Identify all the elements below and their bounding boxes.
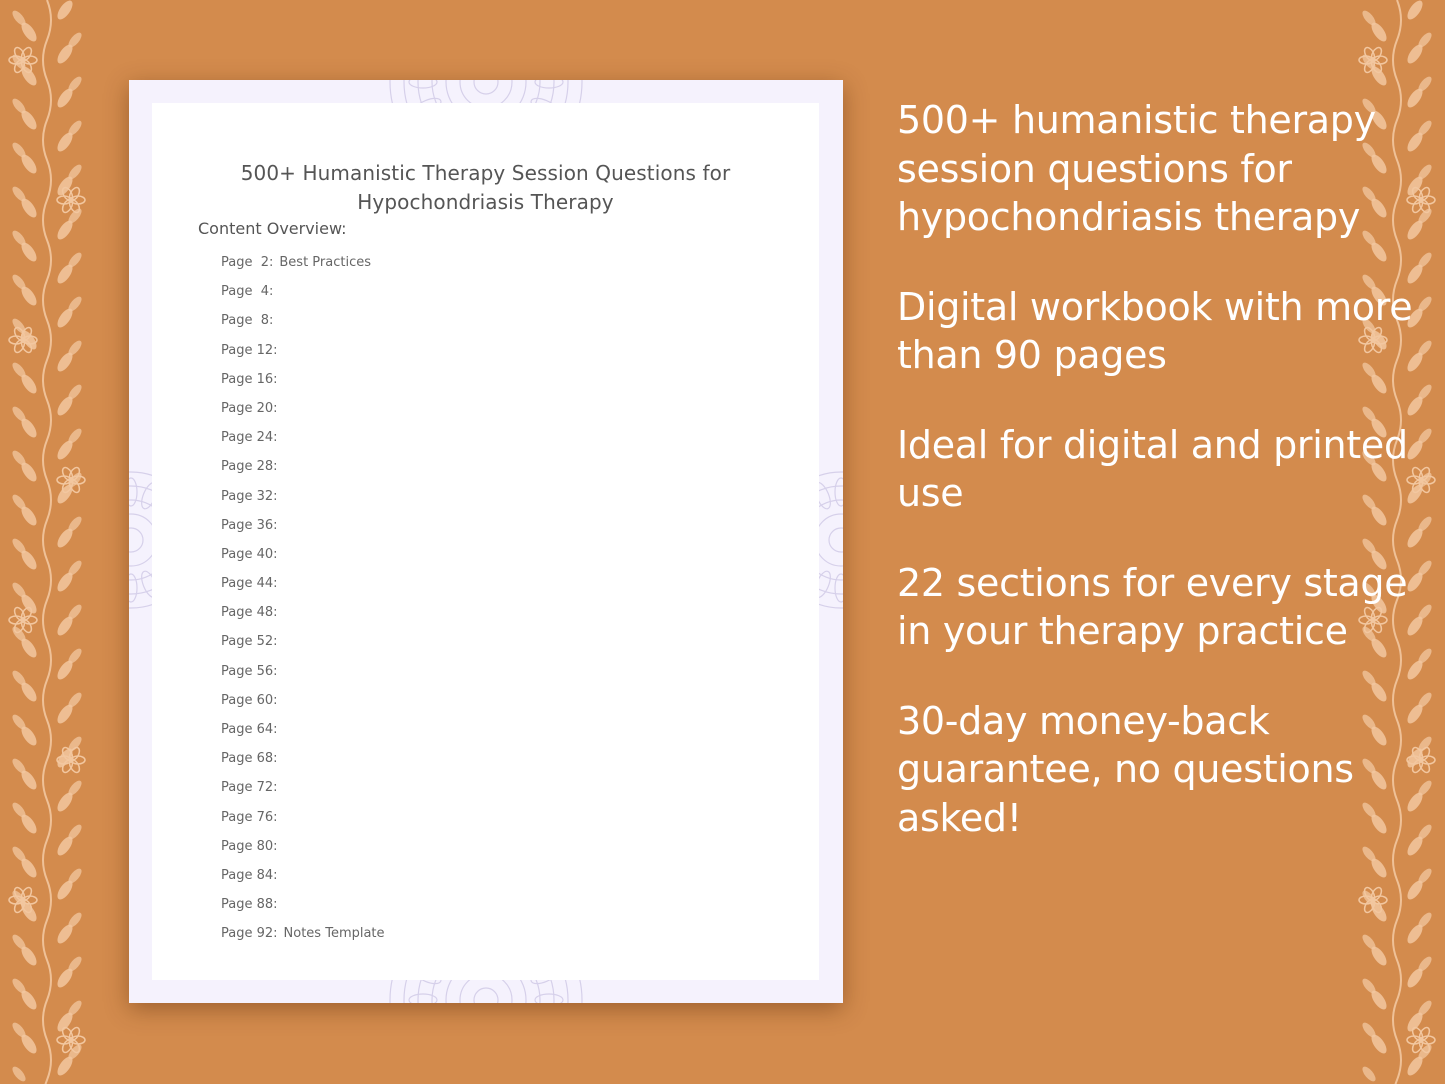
toc-page-number: Page 16: [221,371,278,387]
mandala-left-icon [129,460,153,620]
toc-item [221,284,385,313]
toc-item [221,401,385,430]
document-title-line: Hypochondriasis Therapy [357,190,614,214]
feature-item: Digital workbook with more than 90 pages [897,284,1413,377]
toc-item [221,926,385,955]
toc-item [221,751,385,780]
toc-item [221,430,385,459]
toc-page-number: Page 92: [221,926,278,942]
toc-page-number: Page 80: [221,838,278,854]
toc-page-number: Page 56: [221,663,278,679]
toc-page-number: Page 60: [221,692,278,708]
toc-item [221,605,385,634]
toc-item [221,810,385,839]
toc-item [221,489,385,518]
mandala-top-icon [381,80,591,104]
document-title [212,159,759,217]
mandala-right-icon [819,460,843,620]
toc-item [221,576,385,605]
workbook-page-preview [129,80,843,1003]
toc-page-number: Page 24: [221,430,278,446]
toc-section-title: Best Practices [279,255,372,270]
toc-page-number: Page 52: [221,634,278,650]
toc-item [221,372,385,401]
toc-page-number: Page 4: [221,284,274,300]
toc-item [221,634,385,663]
toc-item [221,897,385,926]
feature-list [897,96,1427,883]
toc-page-number: Page 68: [221,751,278,767]
toc-item [221,547,385,576]
toc-item [221,693,385,722]
toc-page-number: Page 64: [221,722,278,737]
toc-page-number: Page 8: [221,313,274,329]
content-overview-heading: Content Overview: [198,219,347,238]
toc-page-number: Page 76: [221,809,278,825]
toc-item [221,255,385,284]
toc-item [221,518,385,547]
toc-page-number: Page 72: [221,780,278,796]
page-content [152,103,819,980]
toc-page-number: Page 2: [221,255,274,270]
document-title-line: 500+ Humanistic Therapy Session Questions for [240,161,731,185]
floral-border-left [0,0,95,1084]
toc-page-number: Page 48: [221,605,278,621]
toc-page-number: Page 12: [221,342,278,358]
feature-item: Ideal for digital and printed use [897,422,1408,515]
toc-item [221,839,385,868]
feature-item: 30-day money-back guarantee, no questions asked! [897,698,1354,840]
toc-page-number: Page 40: [221,546,278,562]
feature-item: 22 sections for every stage in your therapy practice [897,560,1408,653]
toc-item [221,664,385,693]
toc-item [221,780,385,809]
table-of-contents [221,255,385,956]
toc-page-number: Page 44: [221,576,278,592]
toc-page-number: Page 20: [221,400,278,416]
mandala-bottom-icon [381,978,591,1003]
toc-item [221,722,385,751]
toc-page-number: Page 84: [221,867,278,883]
toc-item [221,343,385,372]
floral-vine-icon [0,0,95,1084]
toc-item [221,868,385,897]
toc-page-number: Page 32: [221,488,278,504]
toc-page-number: Page 28: [221,459,278,475]
toc-item [221,459,385,488]
feature-item: 500+ humanistic therapy session questions for hypochondriasis therapy [897,98,1376,239]
toc-item [221,313,385,342]
toc-page-number: Page 36: [221,517,278,533]
toc-section-title: Notes Template [283,926,385,942]
toc-page-number: Page 88: [221,897,278,913]
